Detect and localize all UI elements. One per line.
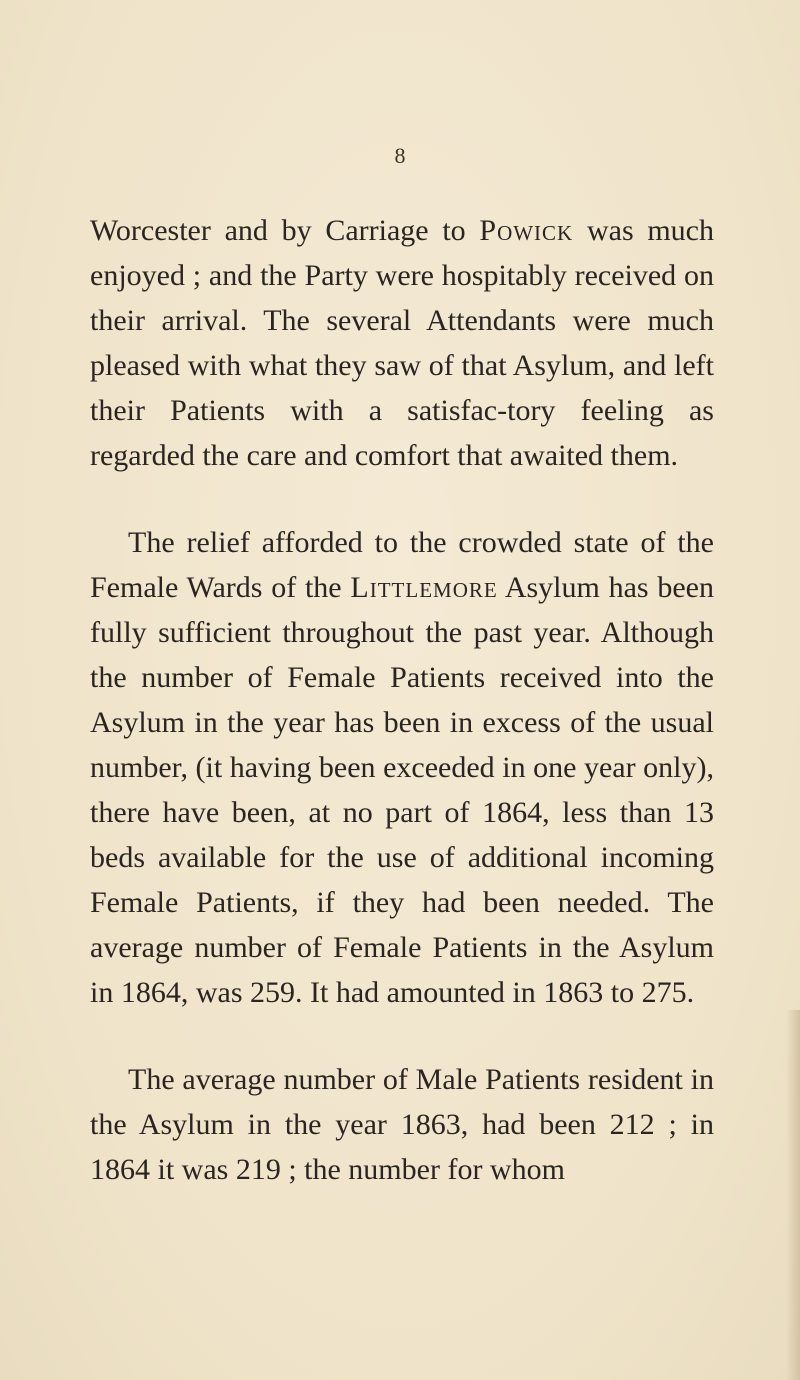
text-run: The average number of Male Patients resident in the Asylum in the year 1863, had been 212 ; in 1864 it was 219 ; the number for whom <box>90 1063 714 1186</box>
body-text <box>90 208 714 1192</box>
text-run: The relief afforded to the crowded state of the Female Wards of the <box>90 526 714 604</box>
text-run: Worcester and by Carriage to <box>90 214 480 247</box>
page-edge-shadow <box>786 1010 800 1380</box>
page-number: 8 <box>394 143 406 168</box>
paragraph-2 <box>90 520 714 1015</box>
text-run: was much enjoyed ; and the Party were hospitably received on their arrival. The several Attendants were much pleased with what they saw of that Asylum, and left their Patients with a satisfac-tory feeling as regarded the care and comfort that awaited them. <box>90 214 714 472</box>
place-name-powick: Powick <box>479 214 574 247</box>
paragraph-3 <box>90 1057 714 1192</box>
text-run: Asylum has been fully sufficient throughout the past year. Although the number of Female Patients received into the Asylum in the year has been in excess of the usual number, (it having been exceeded in one year only), there have been, at no part of 1864, less than 13 beds available for the use of additional incoming Female Patients, if they had been needed. The average number of Female Patients in the Asylum in 1864, was 259. It had amounted in 1863 to 275. <box>90 571 714 1009</box>
paragraph-1 <box>90 208 714 478</box>
paragraph-gap <box>90 478 714 520</box>
paragraph-gap <box>90 1015 714 1057</box>
place-name-littlemore: Littlemore <box>350 571 498 604</box>
